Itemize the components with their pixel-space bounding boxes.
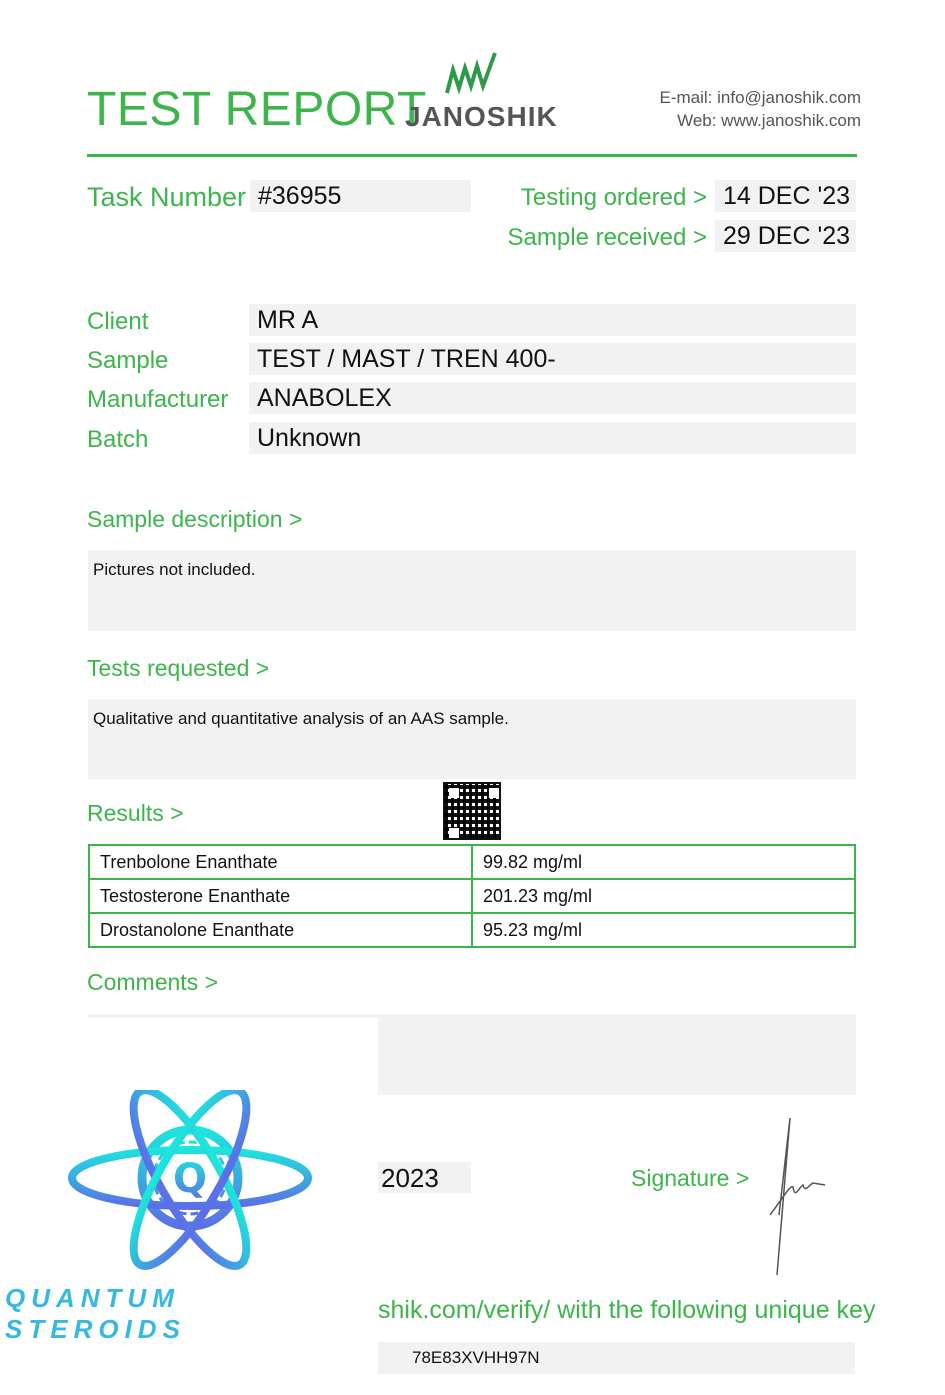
atom-logo-icon [5, 1090, 370, 1280]
qr-code-icon [443, 782, 501, 840]
janoshik-logo [405, 48, 558, 133]
header-divider [87, 154, 857, 157]
amount-cell: 95.23 mg/ml [472, 913, 855, 947]
testing-ordered-label: Testing ordered > [520, 184, 707, 211]
contact-info [660, 86, 862, 132]
table-row [89, 913, 855, 947]
sample-description-text: Pictures not included. [88, 550, 856, 631]
batch-label: Batch [87, 426, 149, 453]
manufacturer-label: Manufacturer [87, 386, 229, 413]
email-text: E-mail: info@janoshik.com [659, 88, 861, 107]
compound-cell: Trenbolone Enanthate [89, 845, 472, 879]
comments-label: Comments > [87, 969, 219, 995]
manufacturer-value: ANABOLEX [249, 382, 856, 414]
compound-cell: Drostanolone Enanthate [89, 913, 472, 947]
results-table [88, 844, 856, 948]
signature-icon [765, 1115, 830, 1280]
web-text: Web: www.janoshik.com [677, 111, 861, 130]
tests-requested-label: Tests requested > [87, 655, 270, 681]
sample-value: TEST / MAST / TREN 400- [249, 343, 856, 375]
sample-label: Sample [87, 347, 169, 374]
testing-ordered-value: 14 DEC '23 [715, 180, 856, 212]
table-row [89, 879, 855, 913]
quantum-steroids-watermark-logo [5, 1090, 370, 1344]
sample-description-label: Sample description > [87, 506, 303, 532]
svg-text:Q: Q [172, 1156, 208, 1202]
tests-requested-text: Qualitative and quantitative analysis of an AAS sample. [88, 699, 856, 779]
sample-received-value: 29 DEC '23 [715, 220, 856, 252]
compound-cell: Testosterone Enanthate [89, 879, 472, 913]
amount-cell: 99.82 mg/ml [472, 845, 855, 879]
logo-text: JANOSHIK [405, 101, 558, 132]
watermark-logo-text: QUANTUM STEROIDS [5, 1283, 186, 1344]
task-number-label: Task Number [87, 182, 247, 212]
report-title: TEST REPORT [87, 83, 427, 136]
year-value: 2023 [378, 1162, 471, 1193]
results-label: Results > [87, 800, 184, 826]
comments-text [378, 1014, 856, 1095]
client-value: MR A [249, 304, 856, 336]
table-row [89, 845, 855, 879]
amount-cell: 201.23 mg/ml [472, 879, 855, 913]
client-label: Client [87, 308, 149, 335]
verify-text: shik.com/verify/ with the following unique key [378, 1296, 876, 1324]
signature-label: Signature > [631, 1165, 750, 1191]
logo-graph-icon [405, 48, 540, 98]
unique-key-value[interactable]: 78E83XVHH97N [378, 1342, 855, 1374]
sample-received-label: Sample received > [507, 224, 707, 251]
task-number-value: #36955 [250, 180, 471, 212]
batch-value: Unknown [249, 422, 856, 454]
